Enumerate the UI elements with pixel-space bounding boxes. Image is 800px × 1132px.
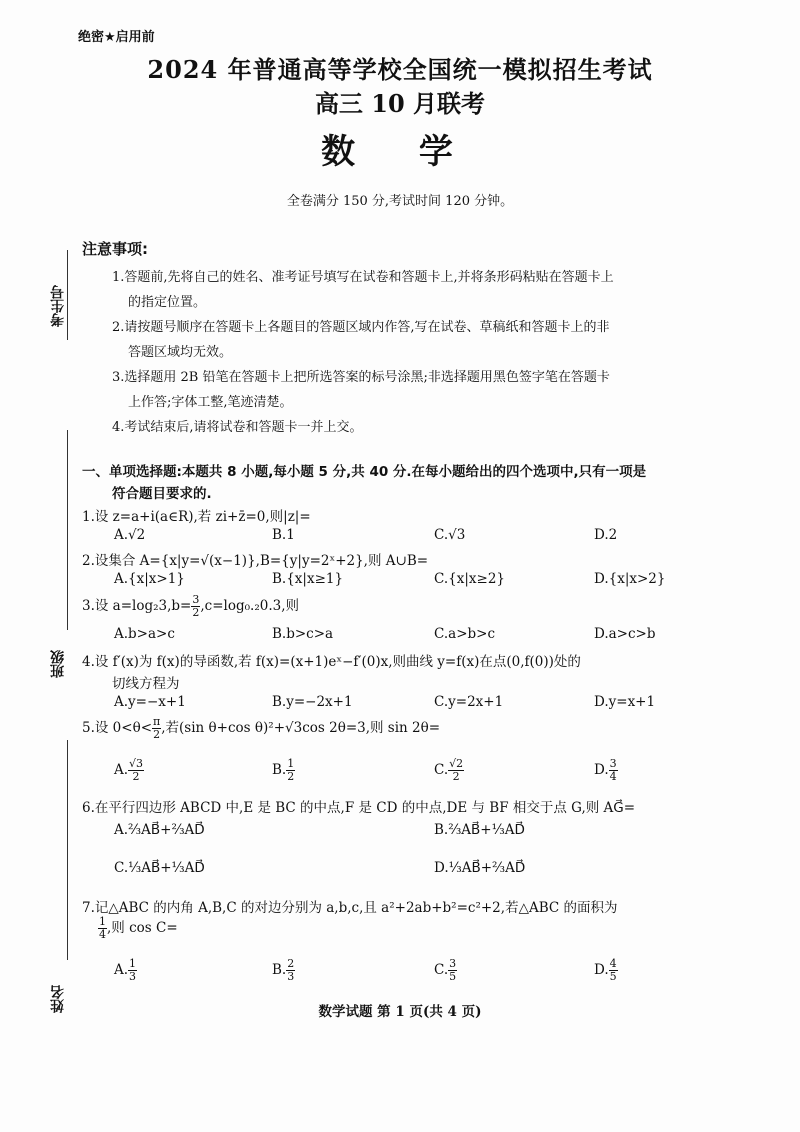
question-5-option-c: C. $\frac{√2}{2}$: [434, 757, 464, 783]
question-3-option-b: B.b>c>a: [272, 626, 334, 642]
question-7-stem: 7.记△ABC 的内角 A,B,C 的对边分别为 a,b,c,且 a²+2ab+b²=c²+2,若△ABC 的面积为: [82, 900, 618, 916]
question-2-stem: 2.设集合 A={x|y=√(x−1)},B={y|y=2ˣ+2},则 A∪B=: [82, 553, 429, 569]
subject-title: 数 学: [321, 132, 479, 172]
section-heading: 一、单项选择题:本题共 8 小题,每小题 5 分,共 40 分.在每小题给出的四个选项中,只有一项是: [82, 464, 647, 480]
question-4-option-a: A.y=−x+1: [114, 694, 186, 710]
question-2-option-b: B.{x|x≥1}: [272, 571, 344, 587]
question-7-option-b: B. $\frac{2}{3}$: [272, 957, 295, 983]
question-4-stem-cont: 切线方程为: [112, 676, 180, 692]
question-6-option-d: D.⅓AB⃗+⅔AD⃗: [434, 860, 526, 876]
question-4-option-d: D.y=x+1: [594, 694, 656, 710]
question-4-stem: 4.设 f′(x)为 f(x)的导函数,若 f(x)=(x+1)eˣ−f′(0)x,则曲线 y=f(x)在点(0,f(0))处的: [82, 654, 581, 670]
exam-number-label: 考生号: [50, 285, 66, 327]
fraction: $\frac{1}{4}$: [99, 915, 106, 941]
confidential-mark: 绝密★启用前: [78, 30, 155, 45]
question-6-stem: 6.在平行四边形 ABCD 中,E 是 BC 的中点,F 是 CD 的中点,DE 与 BF 相交于点 G,则 AG⃗=: [82, 800, 636, 816]
question-4-option-c: C.y=2x+1: [434, 694, 504, 710]
notice-line: 的指定位置。: [128, 295, 207, 310]
question-6-option-a: A.⅔AB⃗+⅔AD⃗: [114, 822, 205, 838]
side-divider-line: [67, 430, 68, 630]
notice-line: 上作答;字体工整,笔迹清楚。: [128, 395, 293, 410]
question-1-option-d: D.2: [594, 527, 618, 543]
notice-line: 答题区域均无效。: [128, 345, 233, 360]
question-3-stem: [82, 594, 299, 619]
notice-line: 1.答题前,先将自己的姓名、准考证号填写在试卷和答题卡上,并将条形码粘贴在答题卡上: [112, 270, 614, 285]
section-heading-cont: 符合题目要求的.: [112, 486, 212, 502]
question-7-stem-cont: $\frac{1}{4}$ ,则 cos C=: [99, 915, 178, 941]
question-1-option-c: C.√3: [434, 527, 466, 543]
question-3-option-a: A.b>a>c: [114, 626, 175, 642]
question-7-option-d: D. $\frac{4}{5}$: [594, 957, 617, 983]
question-6-option-b: B.⅔AB⃗+⅓AD⃗: [434, 822, 525, 838]
notice-heading: 注意事项:: [82, 240, 148, 258]
question-3-stem-part: 3.设 a=log₂3,b=: [82, 598, 192, 614]
page-footer: 数学试题 第 1 页(共 4 页): [318, 1004, 482, 1020]
notice-line: 4.考试结束后,请将试卷和答题卡一并上交。: [112, 420, 363, 435]
question-1-option-b: B.1: [272, 527, 295, 543]
notice-line: 3.选择题用 2B 铅笔在答题卡上把所选答案的标号涂黑;非选择题用黑色签字笔在答题卡: [112, 370, 610, 385]
exam-subtitle: 高三 10 月联考: [314, 89, 486, 118]
question-5-stem: 5.设 0<θ< $\frac{\pi}{2}$ ,若(sin θ+cos θ)²+√3cos 2θ=3,则 sin 2θ=: [82, 715, 441, 741]
question-1-option-a: A.√2: [114, 527, 146, 543]
notice-line: 2.请按题号顺序在答题卡上各题目的答题区域内作答,写在试卷、草稿纸和答题卡上的非: [112, 320, 610, 335]
fraction: $\frac{3}{2}$: [192, 593, 200, 619]
side-divider-line: [67, 740, 68, 960]
question-5-option-b: B. $\frac{1}{2}$: [272, 757, 295, 783]
question-2-option-a: A.{x|x>1}: [114, 571, 185, 587]
question-3-stem-part: ,c=log₀.₂0.3,则: [200, 598, 300, 614]
question-4-option-b: B.y=−2x+1: [272, 694, 353, 710]
question-3-option-d: D.a>c>b: [594, 626, 656, 642]
question-6-option-c: C.⅓AB⃗+⅓AD⃗: [114, 860, 205, 876]
question-1-stem: 1.设 z=a+i(a∈R),若 zi+z̄=0,则|z|=: [82, 509, 311, 525]
name-label: 姓名: [50, 985, 66, 1013]
class-label: 班级: [50, 650, 66, 678]
question-3-option-c: C.a>b>c: [434, 626, 496, 642]
score-time-info: 全卷满分 150 分,考试时间 120 分钟。: [286, 194, 514, 209]
question-5-option-d: D. $\frac{3}{4}$: [594, 757, 617, 783]
question-7-option-a: A. $\frac{1}{3}$: [114, 957, 137, 983]
question-2-option-c: C.{x|x≥2}: [434, 571, 505, 587]
question-5-option-a: A. $\frac{√3}{2}$: [114, 757, 144, 783]
fraction: $\frac{\pi}{2}$: [153, 715, 161, 741]
question-2-option-d: D.{x|x>2}: [594, 571, 666, 587]
question-7-option-c: C. $\frac{3}{5}$: [434, 957, 457, 983]
exam-title: 2024 年普通高等学校全国统一模拟招生考试: [147, 55, 653, 84]
